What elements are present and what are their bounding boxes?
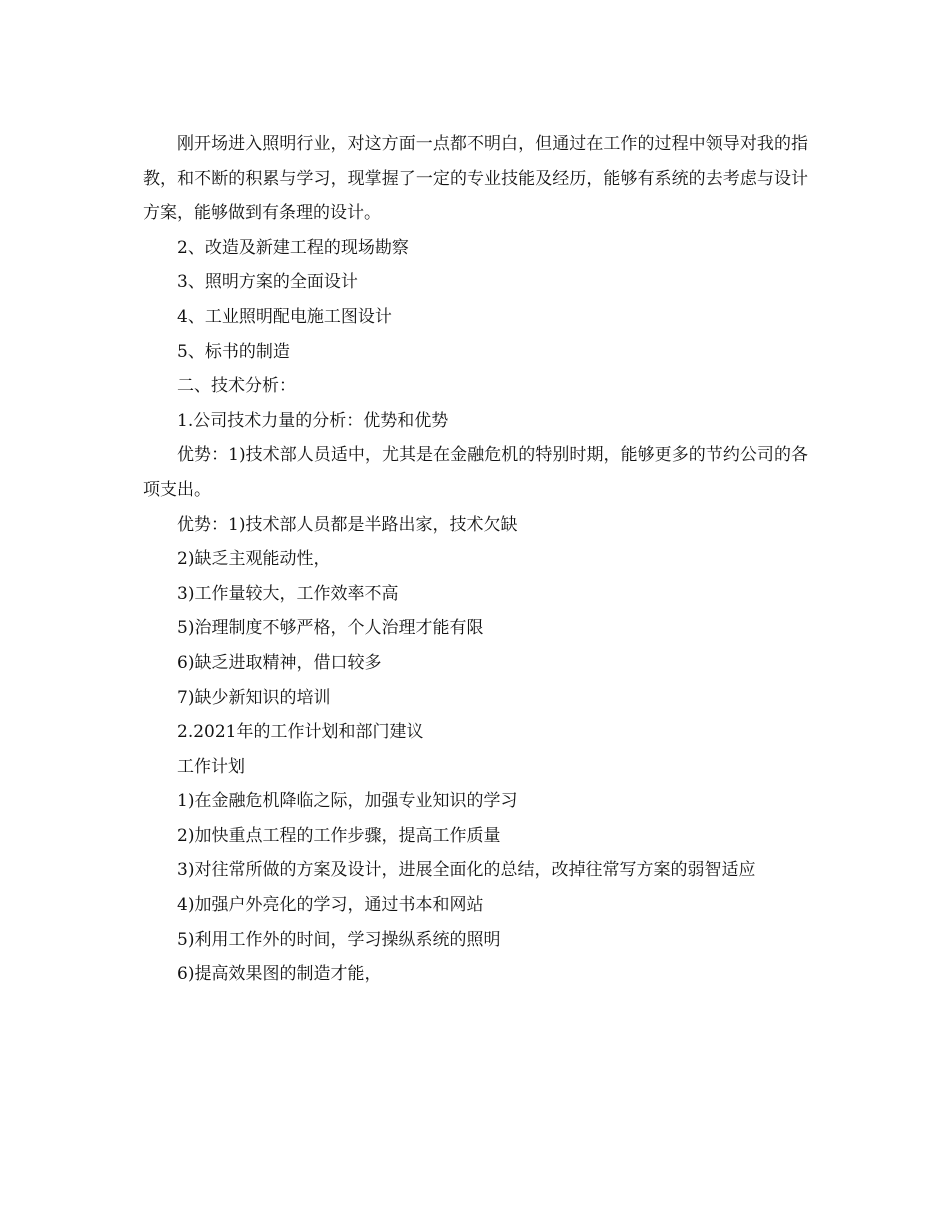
document-body	[143, 127, 808, 992]
list-item-power-distribution: 4、工业照明配电施工图设计	[177, 306, 392, 327]
list-item-weakness-5: 5)治理制度不够严格，个人治理才能有限	[177, 618, 484, 639]
subheading-work-plan: 工作计划	[177, 756, 245, 777]
section-heading-technical-analysis: 二、技术分析：	[177, 376, 296, 397]
subheading-technical-strength: 1.公司技术力量的分析：优势和优势	[177, 410, 449, 431]
paragraph-strengths: 优势：1)技术部人员适中，尤其是在金融危机的特别时期，能够更多的节约公司的各项支出。	[143, 445, 808, 500]
list-item-plan-5: 5)利用工作外的时间，学习操纵系统的照明	[177, 929, 501, 950]
list-item-plan-1: 1)在金融危机降临之际，加强专业知识的学习	[177, 791, 518, 812]
subheading-work-plan-2021: 2.2021年的工作计划和部门建议	[177, 722, 424, 743]
list-item-weakness-6: 6)缺乏进取精神，借口较多	[177, 652, 382, 673]
list-item-plan-6: 6)提高效果图的制造才能，	[177, 964, 382, 985]
list-item-site-survey: 2、改造及新建工程的现场勘察	[177, 237, 409, 258]
list-item-weakness-2: 2)缺乏主观能动性，	[177, 549, 331, 570]
list-item-plan-3: 3)对往常所做的方案及设计，进展全面化的总结，改掉往常写方案的弱智适应	[177, 860, 756, 881]
list-item-lighting-design: 3、照明方案的全面设计	[177, 272, 358, 293]
list-item-weakness-7: 7)缺少新知识的培训	[177, 687, 331, 708]
list-item-plan-4: 4)加强户外亮化的学习，通过书本和网站	[177, 895, 484, 916]
paragraph-weaknesses: 优势：1)技术部人员都是半路出家，技术欠缺	[177, 514, 518, 535]
list-item-tender: 5、标书的制造	[177, 341, 290, 362]
list-item-weakness-3: 3)工作量较大，工作效率不高	[177, 583, 399, 604]
paragraph-intro: 刚开场进入照明行业，对这方面一点都不明白，但通过在工作的过程中领导对我的指教，和不断的积累与学习，现掌握了一定的专业技能及经历，能够有系统的去考虑与设计方案，能够做到有条理的设计。	[143, 134, 808, 224]
list-item-plan-2: 2)加快重点工程的工作步骤，提高工作质量	[177, 825, 501, 846]
